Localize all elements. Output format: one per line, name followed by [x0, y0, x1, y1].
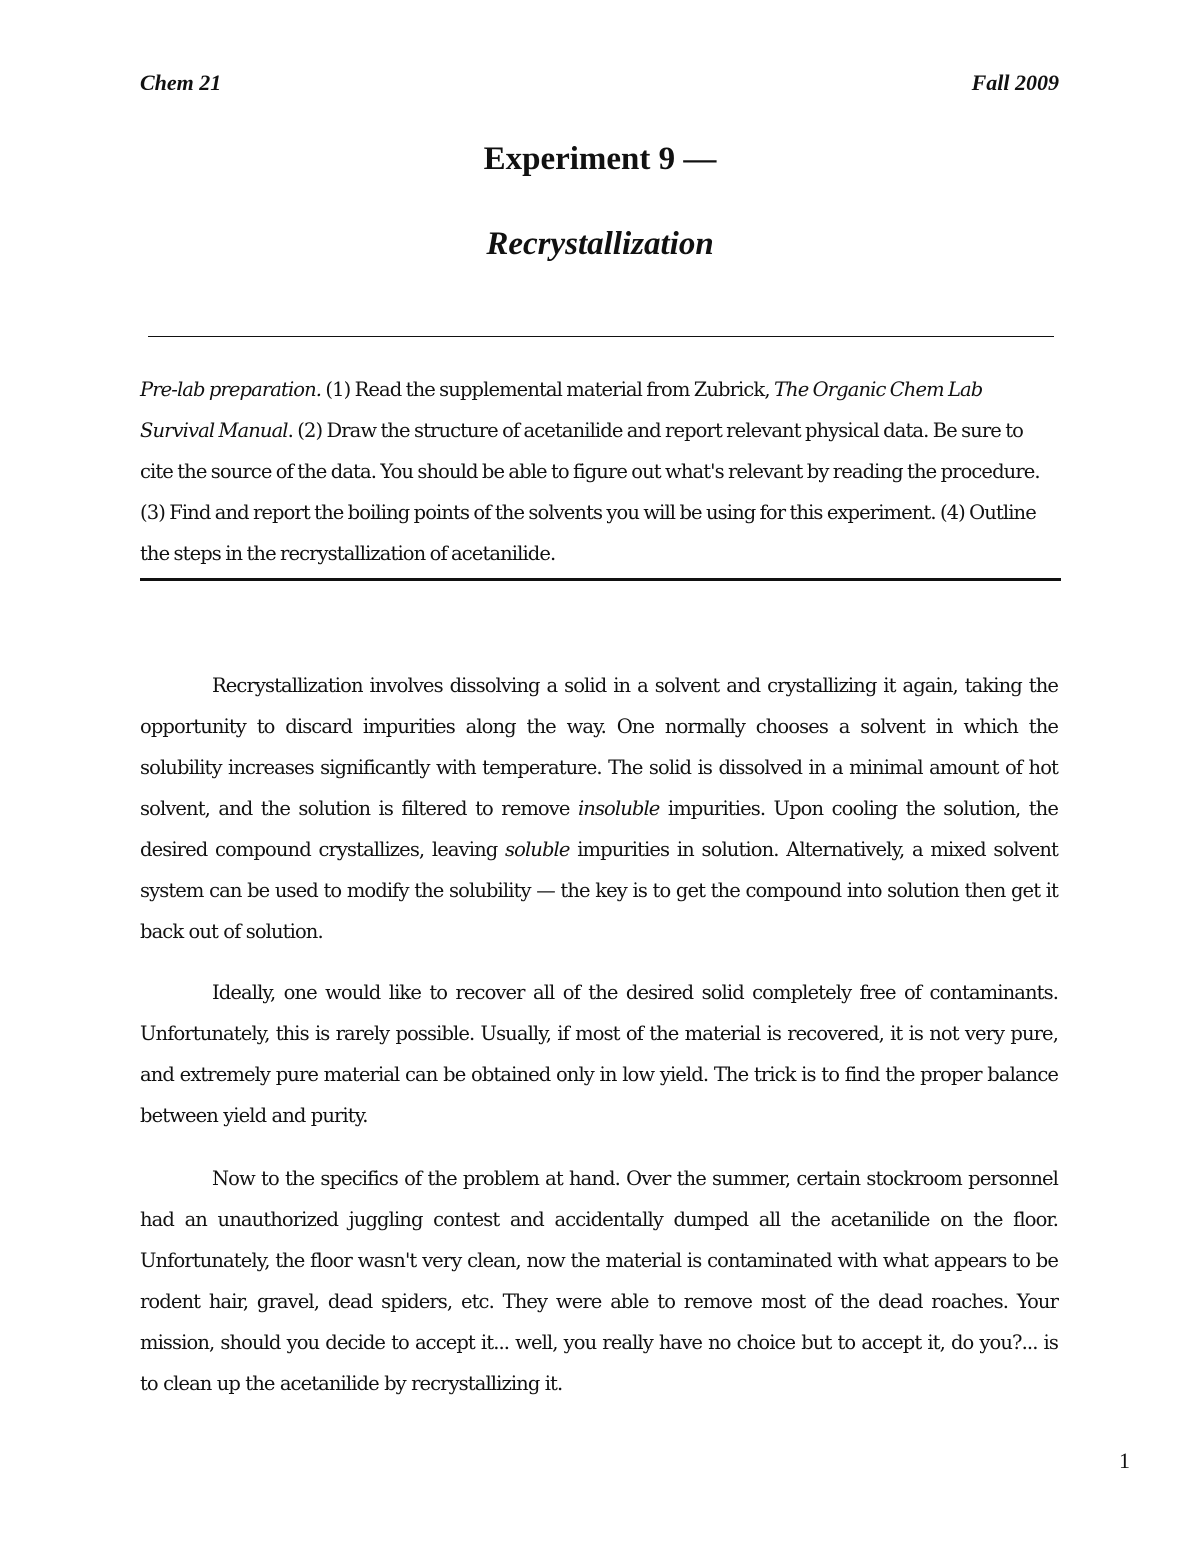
page-number: 1 [1119, 1448, 1130, 1473]
page-subtitle: Recrystallization [486, 226, 714, 262]
p1-text-a: Recrystallization involves dissolving a solid in a solvent and crystallizing it again, taking the opportunity to discard impurities along the way. One normally chooses a solvent in which the solubility increases significantly with temperature. The solid is dissolved in a minimal amount of hot solvent, and the solution is filtered to remove [140, 674, 1058, 820]
prelab-text-1: (1) Read the supplemental material from Zubrick, [321, 378, 774, 401]
header-term: Fall 2009 [971, 70, 1059, 95]
p1-emphasis-insoluble: insoluble [577, 797, 660, 820]
prelab-paragraph [140, 369, 1060, 574]
prelab-divider [140, 578, 1061, 581]
page-title: Experiment 9 — [483, 141, 717, 177]
prelab-text-2: . (2) Draw the structure of acetanilide and report relevant physical data. Be sure to cite the source of the data. You should be able to figure out what's relevant by reading the procedure. (3) Find and report the boiling points of the solvents you will be using for this experiment. (4) Outline the steps in the recrystallization of acetanilide. [140, 419, 1040, 565]
p1-text-c: impurities in solution. Alternatively, a mixed solvent system can be used to modify the solubility — the key is to get the compound into solution then get it back out of solution. [140, 838, 1058, 943]
prelab-label: Pre-lab preparation. [140, 378, 322, 401]
body-paragraph-3: Now to the specifics of the problem at hand. Over the summer, certain stockroom personnel had an unauthorized juggling contest and accidentally dumped all the acetanilide on the floor. Unfortunately, the floor wasn't very clean, now the material is contaminated with what appears to be rodent hair, gravel, dead spiders, etc. They were able to remove most of the dead roaches. Your mission, should you decide to accept it... well, you really have no choice but to accept it, do you?... is to clean up the acetanilide by recrystallizing it. [140, 1167, 1058, 1395]
title-divider [148, 336, 1054, 337]
body-paragraph-2: Ideally, one would like to recover all of the desired solid completely free of contaminants. Unfortunately, this is rarely possible. Usually, if most of the material is recovered, it is not very pure, and extremely pure material can be obtained only in low yield. The trick is to find the proper balance between yield and purity. [140, 981, 1058, 1127]
prelab-book-title: The Organic Chem Lab Survival Manual [140, 378, 983, 442]
body-paragraph-1 [140, 665, 1058, 952]
p1-emphasis-soluble: soluble [505, 838, 570, 861]
header-course: Chem 21 [140, 70, 222, 95]
p1-text-b: impurities. Upon cooling the solution, the desired compound crystallizes, leaving [140, 797, 1058, 861]
